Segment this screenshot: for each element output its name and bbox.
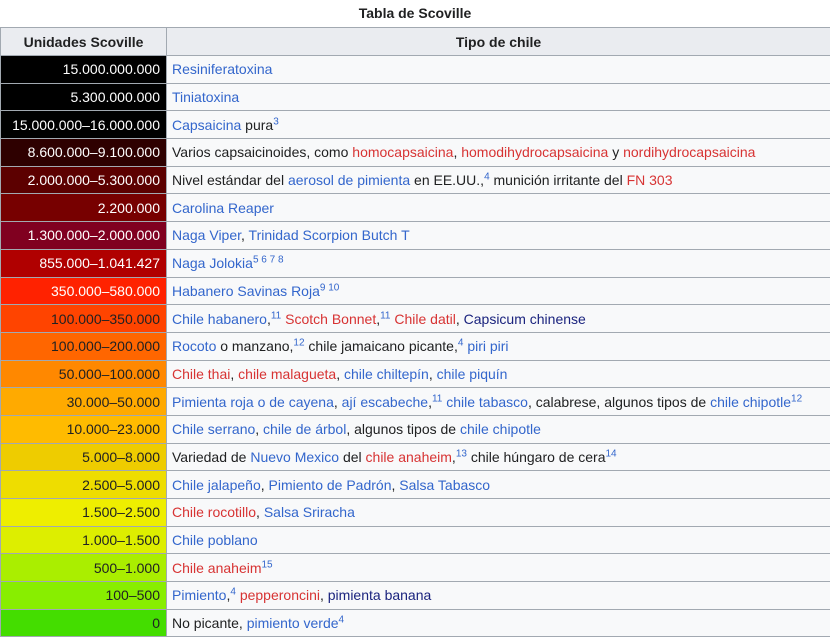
- chile-link[interactable]: pepperoncini: [240, 587, 320, 603]
- chile-link[interactable]: homocapsaicina: [352, 144, 453, 160]
- cell-text: munición irritante del: [490, 172, 627, 188]
- chile-link[interactable]: chile de árbol: [263, 421, 346, 437]
- chile-link[interactable]: Pimiento de Padrón: [269, 477, 392, 493]
- chile-link[interactable]: Salsa Sriracha: [264, 504, 355, 520]
- chile-link[interactable]: Pimiento: [172, 587, 226, 603]
- cell-text: ,: [452, 449, 456, 465]
- scoville-units-cell: 5.300.000.000: [1, 83, 167, 111]
- reference-link[interactable]: 3: [273, 116, 279, 127]
- chile-link[interactable]: pimiento verde: [247, 615, 339, 631]
- chile-type-cell: [167, 139, 830, 167]
- cell-text: ,: [320, 587, 328, 603]
- chile-type-cell: [167, 332, 830, 360]
- cell-text: , calabrese, algunos tipos de: [528, 394, 710, 410]
- chile-link[interactable]: Capsaicina: [172, 117, 241, 133]
- chile-type-cell: [167, 415, 830, 443]
- chile-type-cell: [167, 526, 830, 554]
- chile-link[interactable]: Chile thai: [172, 366, 230, 382]
- scoville-units-cell: 350.000–580.000: [1, 277, 167, 305]
- chile-link[interactable]: Trinidad Scorpion Butch T: [249, 227, 410, 243]
- scoville-units-cell: 2.200.000: [1, 194, 167, 222]
- cell-text: y: [608, 144, 623, 160]
- cell-text: No picante,: [172, 615, 247, 631]
- cell-text: ,: [376, 311, 380, 327]
- table-row: [1, 609, 830, 637]
- cell-text: ,: [267, 311, 271, 327]
- chile-link[interactable]: nordihydrocapsaicina: [623, 144, 755, 160]
- scoville-units-cell: 100.000–350.000: [1, 305, 167, 333]
- table-row: [1, 554, 830, 582]
- table-caption: Tabla de Scoville: [0, 0, 830, 27]
- chile-link[interactable]: chile chipotle: [710, 394, 791, 410]
- scoville-units-cell: 50.000–100.000: [1, 360, 167, 388]
- table-row: [1, 139, 830, 167]
- chile-link[interactable]: Chile poblano: [172, 532, 258, 548]
- chile-link[interactable]: Chile datil: [394, 311, 455, 327]
- chile-link[interactable]: Chile serrano: [172, 421, 255, 437]
- chile-link[interactable]: Carolina Reaper: [172, 200, 274, 216]
- cell-text: ,: [241, 227, 249, 243]
- chile-link[interactable]: Naga Jolokia: [172, 255, 253, 271]
- reference-link[interactable]: 11: [432, 393, 442, 404]
- scoville-units-cell: 8.600.000–9.100.000: [1, 139, 167, 167]
- chile-link[interactable]: Nuevo Mexico: [250, 449, 339, 465]
- header-units[interactable]: Unidades Scoville: [1, 28, 167, 56]
- reference-link[interactable]: 15: [262, 559, 273, 570]
- reference-link[interactable]: 12: [791, 393, 802, 404]
- chile-link[interactable]: pimienta banana: [328, 587, 432, 603]
- chile-type-cell: [167, 305, 830, 333]
- cell-text: ,: [453, 144, 461, 160]
- table-row: [1, 582, 830, 610]
- reference-link[interactable]: 4: [484, 171, 490, 182]
- chile-link[interactable]: Naga Viper: [172, 227, 241, 243]
- chile-link[interactable]: Rocoto: [172, 338, 216, 354]
- scoville-units-cell: 100–500: [1, 582, 167, 610]
- scoville-units-cell: 15.000.000–16.000.000: [1, 111, 167, 139]
- scoville-units-cell: 100.000–200.000: [1, 332, 167, 360]
- cell-text: chile jamaicano picante,: [305, 338, 458, 354]
- cell-text: ,: [428, 394, 432, 410]
- chile-link[interactable]: chile chipotle: [460, 421, 541, 437]
- table-row: [1, 360, 830, 388]
- cell-text: , algunos tipos de: [346, 421, 460, 437]
- table-row: [1, 499, 830, 527]
- chile-link[interactable]: Tiniatoxina: [172, 89, 239, 105]
- table-row: [1, 471, 830, 499]
- chile-link[interactable]: Capsicum chinense: [464, 311, 586, 327]
- reference-link[interactable]: 14: [605, 448, 616, 459]
- table-row: [1, 83, 830, 111]
- chile-type-cell: [167, 609, 830, 637]
- chile-link[interactable]: Chile anaheim: [172, 560, 262, 576]
- scoville-units-cell: 5.000–8.000: [1, 443, 167, 471]
- chile-type-cell: [167, 166, 830, 194]
- cell-text: ,: [256, 504, 264, 520]
- chile-link[interactable]: Pimienta roja o de cayena: [172, 394, 334, 410]
- reference-link[interactable]: 11: [380, 310, 390, 321]
- scoville-units-cell: 1.000–1.500: [1, 526, 167, 554]
- cell-text: ,: [226, 587, 230, 603]
- reference-link[interactable]: 5 6 7 8: [253, 255, 284, 266]
- chile-type-cell: [167, 249, 830, 277]
- cell-text: Varios capsaicinoides, como: [172, 144, 352, 160]
- table-row: [1, 249, 830, 277]
- cell-text: pura: [241, 117, 273, 133]
- reference-link[interactable]: 4: [339, 614, 345, 625]
- chile-link[interactable]: homodihydrocapsaicina: [461, 144, 608, 160]
- cell-text: ,: [336, 366, 344, 382]
- reference-link[interactable]: 9 10: [320, 282, 339, 293]
- chile-type-cell: [167, 222, 830, 250]
- chile-link[interactable]: chile anaheim: [366, 449, 452, 465]
- chile-link[interactable]: FN 303: [627, 172, 673, 188]
- scoville-units-cell: 15.000.000.000: [1, 56, 167, 84]
- scoville-units-cell: 1.300.000–2.000.000: [1, 222, 167, 250]
- chile-link[interactable]: piri piri: [467, 338, 508, 354]
- cell-text: ,: [334, 394, 342, 410]
- chile-link[interactable]: Chile rocotillo: [172, 504, 256, 520]
- header-row: [1, 28, 830, 56]
- table-row: [1, 388, 830, 416]
- chile-link[interactable]: chile piquín: [437, 366, 508, 382]
- chile-type-cell: [167, 194, 830, 222]
- chile-link[interactable]: ají escabeche: [342, 394, 428, 410]
- scoville-units-cell: 855.000–1.041.427: [1, 249, 167, 277]
- chile-type-cell: [167, 83, 830, 111]
- cell-text: o manzano,: [216, 338, 293, 354]
- table-row: [1, 166, 830, 194]
- table-row: [1, 56, 830, 84]
- chile-type-cell: [167, 443, 830, 471]
- reference-link[interactable]: 13: [456, 448, 467, 459]
- chile-link[interactable]: Habanero Savinas Roja: [172, 283, 320, 299]
- table-row: [1, 111, 830, 139]
- chile-type-cell: [167, 277, 830, 305]
- chile-type-cell: [167, 471, 830, 499]
- chile-link[interactable]: chile tabasco: [446, 394, 528, 410]
- chile-link[interactable]: Resiniferatoxina: [172, 61, 272, 77]
- chile-type-cell: [167, 56, 830, 84]
- table-row: [1, 415, 830, 443]
- scoville-table: [0, 27, 830, 637]
- cell-text: ,: [230, 366, 238, 382]
- chile-type-cell: [167, 554, 830, 582]
- cell-text: ,: [456, 311, 464, 327]
- scoville-units-cell: 30.000–50.000: [1, 388, 167, 416]
- scoville-units-cell: 0: [1, 609, 167, 637]
- cell-text: ,: [255, 421, 263, 437]
- scoville-units-cell: 1.500–2.500: [1, 499, 167, 527]
- chile-type-cell: [167, 111, 830, 139]
- cell-text: chile húngaro de cera: [467, 449, 606, 465]
- cell-text: ,: [391, 477, 399, 493]
- chile-type-cell: [167, 582, 830, 610]
- header-chile-type[interactable]: Tipo de chile: [167, 28, 830, 56]
- cell-text: del: [339, 449, 365, 465]
- reference-link[interactable]: 12: [293, 338, 304, 349]
- scoville-units-cell: 10.000–23.000: [1, 415, 167, 443]
- cell-text: ,: [261, 477, 269, 493]
- table-row: [1, 443, 830, 471]
- chile-link[interactable]: Salsa Tabasco: [399, 477, 490, 493]
- chile-link[interactable]: aerosol de pimienta: [288, 172, 410, 188]
- cell-text: Variedad de: [172, 449, 250, 465]
- table-row: [1, 526, 830, 554]
- chile-type-cell: [167, 360, 830, 388]
- scoville-units-cell: 2.000.000–5.300.000: [1, 166, 167, 194]
- chile-link[interactable]: Chile habanero: [172, 311, 267, 327]
- scoville-units-cell: 2.500–5.000: [1, 471, 167, 499]
- reference-link[interactable]: 4: [458, 338, 464, 349]
- reference-link[interactable]: 11: [271, 310, 281, 321]
- chile-link[interactable]: Chile jalapeño: [172, 477, 261, 493]
- reference-link[interactable]: 4: [230, 587, 236, 598]
- chile-type-cell: [167, 388, 830, 416]
- chile-link[interactable]: Scotch Bonnet: [285, 311, 376, 327]
- table-row: [1, 305, 830, 333]
- chile-link[interactable]: chile malagueta: [238, 366, 336, 382]
- cell-text: ,: [429, 366, 437, 382]
- chile-type-cell: [167, 499, 830, 527]
- table-row: [1, 277, 830, 305]
- scoville-units-cell: 500–1.000: [1, 554, 167, 582]
- chile-link[interactable]: chile chiltepín: [344, 366, 429, 382]
- cell-text: en EE.UU.,: [410, 172, 484, 188]
- table-row: [1, 222, 830, 250]
- table-body: [1, 56, 830, 637]
- table-row: [1, 194, 830, 222]
- cell-text: Nivel estándar del: [172, 172, 288, 188]
- table-row: [1, 332, 830, 360]
